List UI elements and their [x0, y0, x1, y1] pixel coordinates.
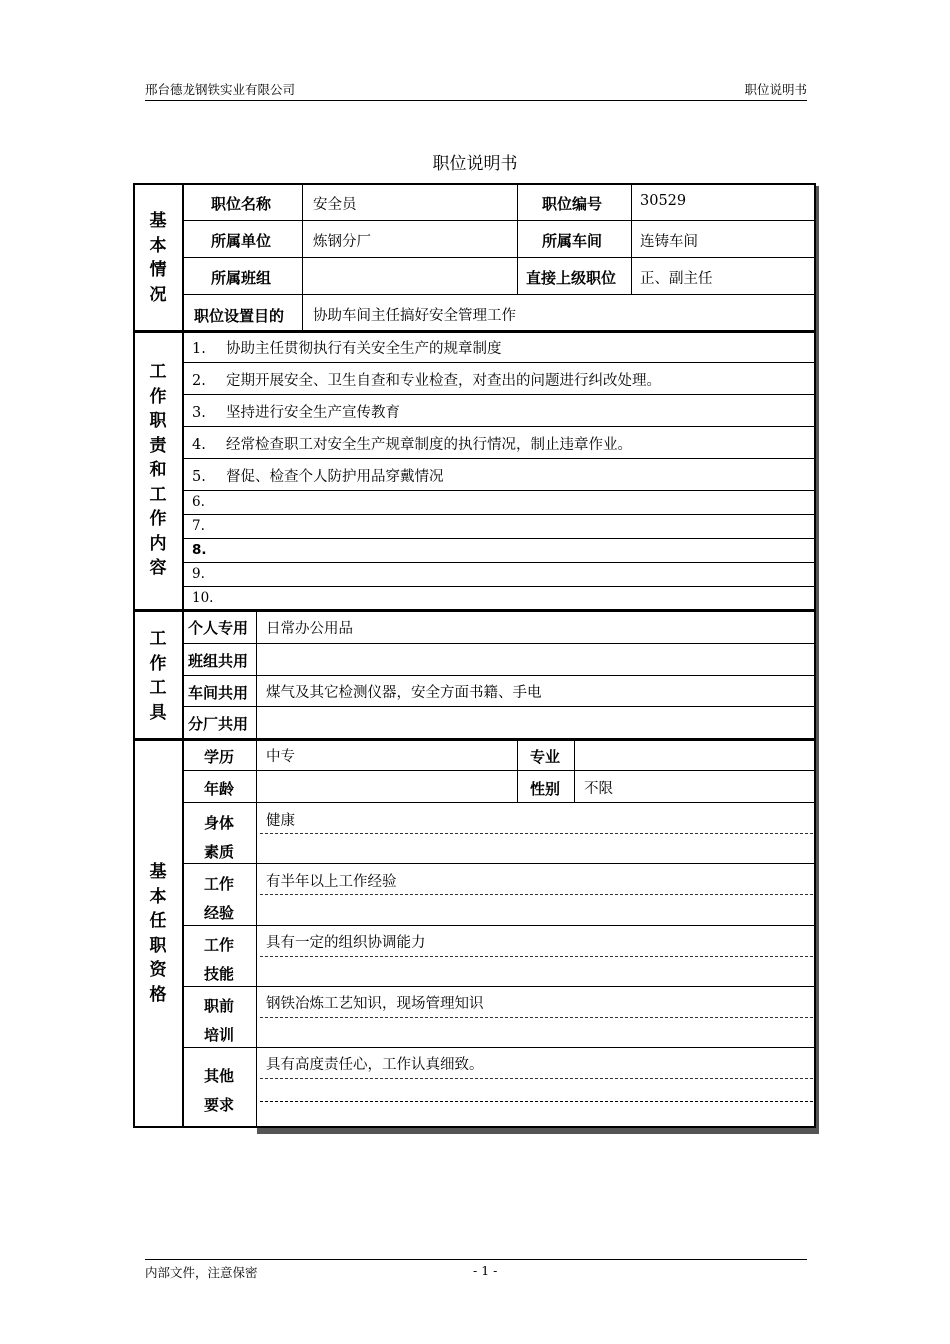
header-doc-type: 职位说明书	[744, 82, 807, 97]
section-basic-info: 基 本 情 况	[149, 211, 167, 305]
gender-value: 不限	[584, 781, 613, 797]
training-label: 职前 培训	[204, 997, 235, 1044]
skills-label: 工作 技能	[204, 936, 235, 983]
tool-label-factory: 分厂共用	[188, 715, 249, 733]
experience-value: 有半年以上工作经验	[266, 874, 397, 890]
team-label: 所属班组	[211, 269, 272, 287]
section-tools: 工 作 工 具	[149, 629, 167, 723]
duty-item: 10.	[192, 590, 214, 606]
position-code-value: 30529	[640, 193, 687, 209]
page-footer	[145, 1259, 807, 1280]
page-number: - 1 -	[473, 1263, 498, 1278]
workshop-label: 所属车间	[542, 232, 603, 250]
superior-label: 直接上级职位	[526, 269, 617, 287]
confidential-note: 内部文件，注意保密	[145, 1265, 258, 1280]
tool-label-personal: 个人专用	[188, 619, 249, 637]
physical-value: 健康	[266, 813, 295, 829]
purpose-value: 协助车间主任搞好安全管理工作	[313, 308, 516, 324]
table-shadow-bottom	[257, 1128, 819, 1134]
education-value: 中专	[266, 749, 295, 765]
table-shadow-right	[816, 186, 819, 1133]
duty-item: 6.	[192, 494, 205, 510]
major-label: 专业	[530, 748, 561, 766]
experience-label: 工作 经验	[204, 875, 235, 922]
duty-item: 2. 定期开展安全、卫生自查和专业检查，对查出的问题进行纠改处理。	[192, 373, 661, 389]
page-title: 职位说明书	[432, 154, 518, 174]
superior-value: 正、副主任	[640, 271, 713, 287]
education-label: 学历	[204, 748, 235, 766]
section-qualifications: 基 本 任 职 资 格	[149, 862, 167, 1005]
company-name: 邢台德龙钢铁实业有限公司	[145, 82, 296, 97]
position-name-value: 安全员	[313, 197, 357, 213]
duty-item: 1. 协助主任贯彻执行有关安全生产的规章制度	[192, 341, 502, 357]
unit-value: 炼钢分厂	[313, 234, 371, 250]
age-label: 年龄	[204, 780, 235, 798]
duty-item: 4. 经常检查职工对安全生产规章制度的执行情况，制止违章作业。	[192, 437, 632, 453]
tool-label-workshop: 车间共用	[188, 684, 249, 702]
tool-label-team: 班组共用	[188, 652, 249, 670]
duty-item: 7.	[192, 518, 205, 534]
duty-item: 8.	[192, 542, 207, 558]
training-value: 钢铁冶炼工艺知识，现场管理知识	[266, 996, 484, 1012]
duty-item: 5. 督促、检查个人防护用品穿戴情况	[192, 469, 444, 485]
skills-value: 具有一定的组织协调能力	[266, 935, 426, 951]
duty-item: 3. 坚持进行安全生产宣传教育	[192, 405, 400, 421]
position-code-label: 职位编号	[542, 195, 603, 213]
workshop-value: 连铸车间	[640, 234, 698, 250]
other-requirements-label: 其他 要求	[204, 1067, 235, 1114]
tool-value-personal: 日常办公用品	[266, 621, 353, 637]
tool-value-workshop: 煤气及其它检测仪器，安全方面书籍、手电	[266, 685, 542, 701]
section-duties: 工 作 职 责 和 工 作 内 容	[149, 362, 167, 578]
duty-item: 9.	[192, 566, 205, 582]
gender-label: 性别	[530, 780, 561, 798]
unit-label: 所属单位	[211, 232, 272, 250]
physical-label: 身体 素质	[204, 814, 235, 861]
position-name-label: 职位名称	[211, 195, 272, 213]
purpose-label: 职位设置目的	[194, 307, 285, 325]
page-header	[145, 82, 807, 101]
other-requirements-value: 具有高度责任心，工作认真细致。	[266, 1057, 484, 1073]
